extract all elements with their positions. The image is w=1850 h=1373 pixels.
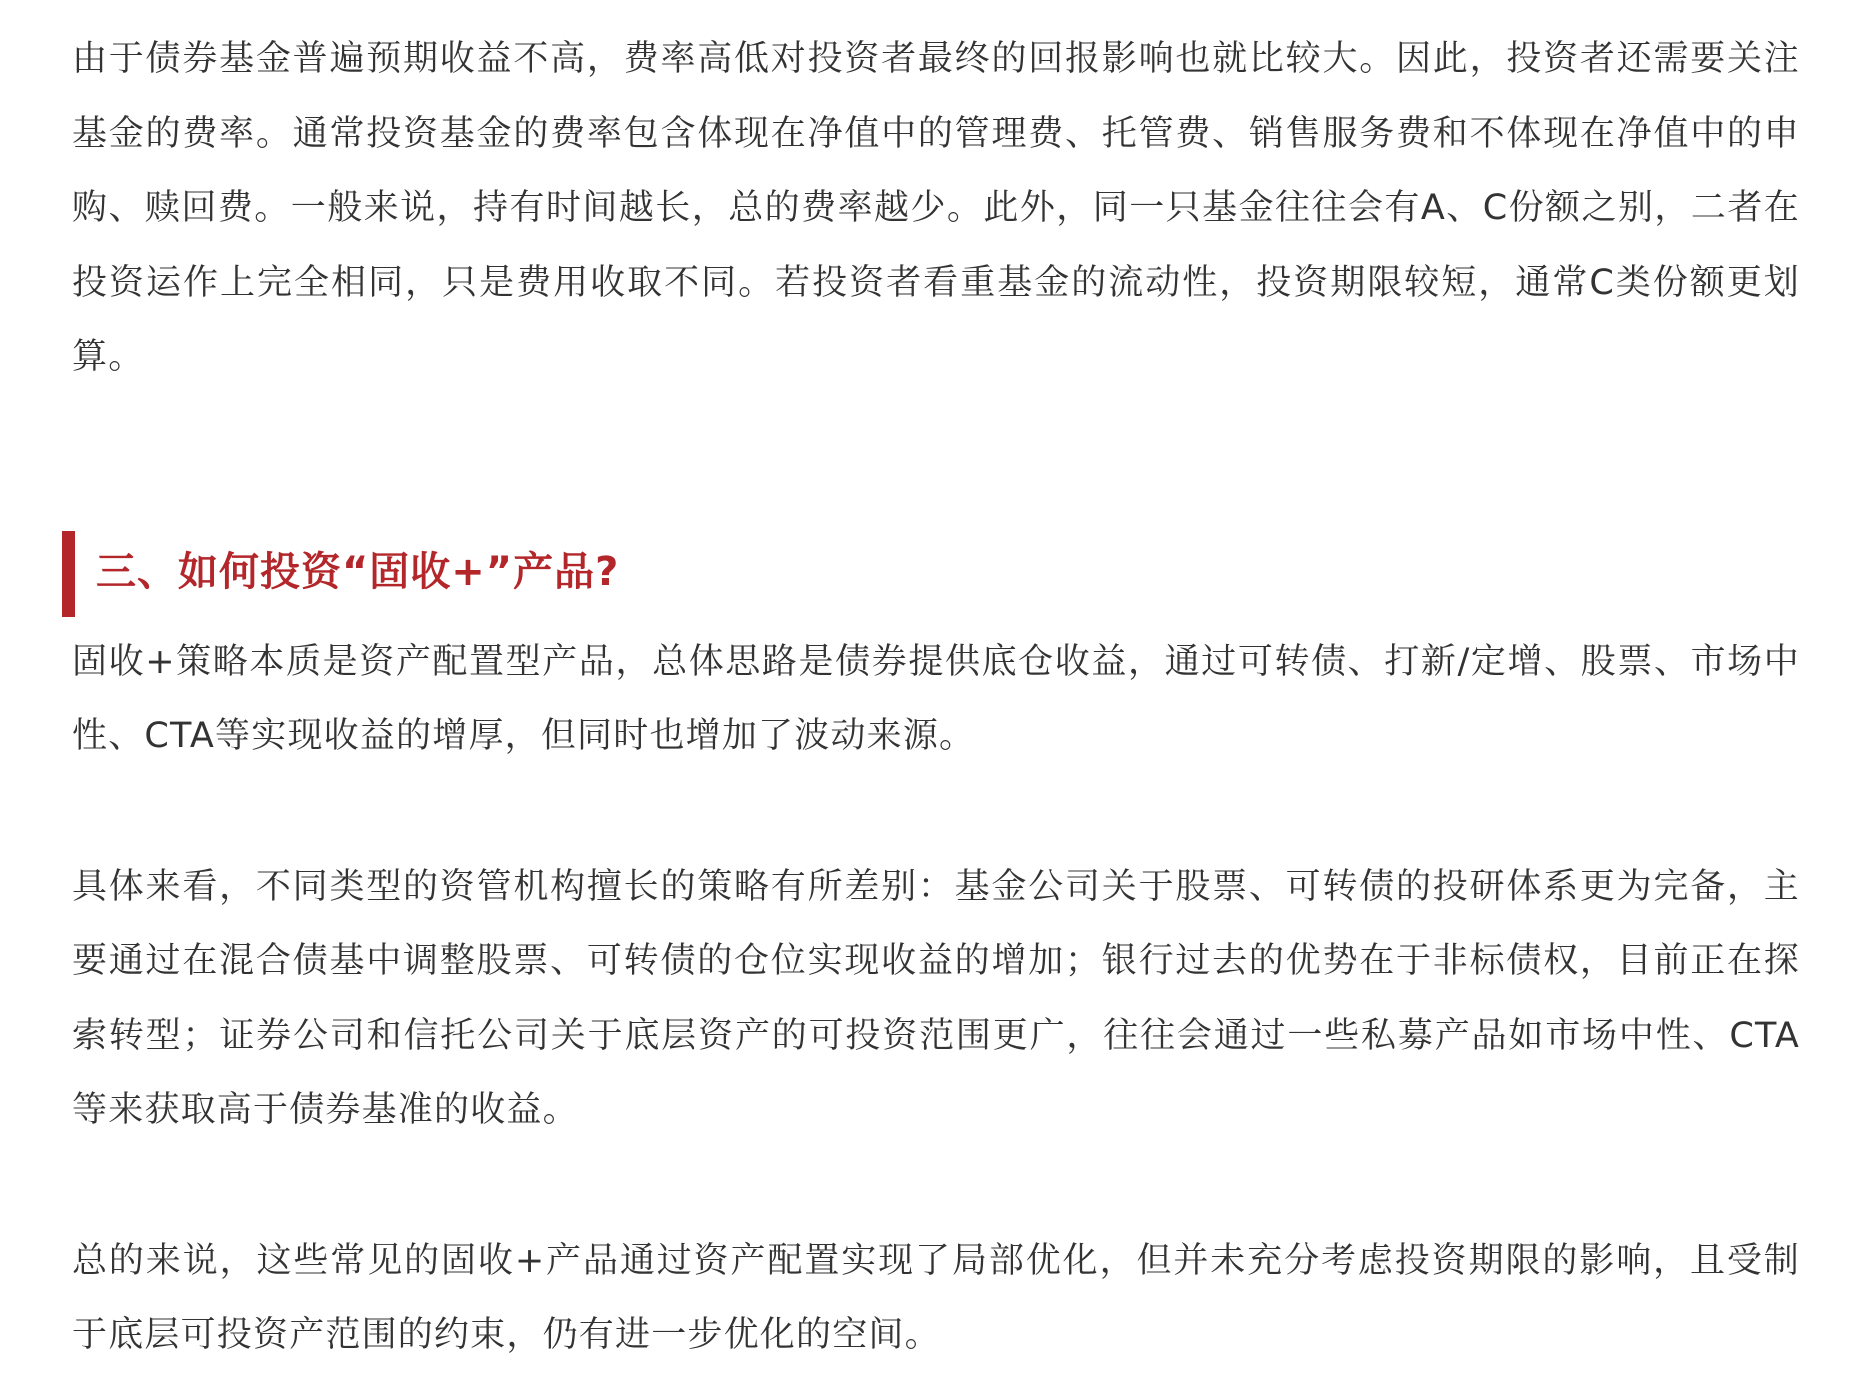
- paragraph-fund-fees: 由于债券基金普遍预期收益不高，费率高低对投资者最终的回报影响也就比较大。因此，投资者还需要关注基金的费率。通常投资基金的费率包含体现在净值中的管理费、托管费、销售服务费和不体现在净值中的申购、赎回费。一般来说，持有时间越长，总的费率越少。此外，同一只基金往往会有A、C份额之别，二者在投资运作上完全相同，只是费用收取不同。若投资者看重基金的流动性，投资期限较短，通常C类份额更划算。: [72, 39, 1800, 377]
- article-body: [72, 22, 1800, 1373]
- heading-accent-bar: [62, 531, 75, 617]
- section-title: 三、如何投资“固收+”产品?: [96, 548, 620, 595]
- paragraph-institutions: 具体来看，不同类型的资管机构擅长的策略有所差别：基金公司关于股票、可转债的投研体系更为完备，主要通过在混合债基中调整股票、可转债的仓位实现收益的增加；银行过去的优势在于非标债权，目前正在探索转型；证券公司和信托公司关于底层资产的可投资范围更广，往往会通过一些私募产品如市场中性、CTA等来获取高于债券基准的收益。: [72, 866, 1800, 1130]
- section-heading: [72, 531, 1800, 617]
- paragraph-strategy: 固收+策略本质是资产配置型产品，总体思路是债券提供底仓收益，通过可转债、打新/定增、股票、市场中性、CTA等实现收益的增厚，但同时也增加了波动来源。: [72, 641, 1800, 756]
- paragraph-summary: 总的来说，这些常见的固收+产品通过资产配置实现了局部优化，但并未充分考虑投资期限的影响，且受制于底层可投资产范围的约束，仍有进一步优化的空间。: [72, 1240, 1800, 1355]
